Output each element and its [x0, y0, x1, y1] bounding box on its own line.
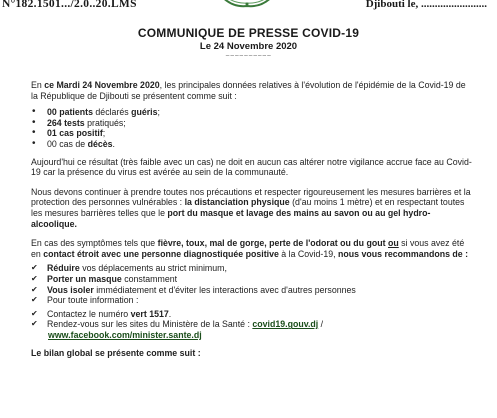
stat-item-deaths — [31, 139, 473, 150]
closing-line: Le bilan global se présente comme suit : — [31, 348, 201, 359]
symptoms-text-cont: si vous avez été en — [31, 238, 465, 259]
intro-paragraph — [31, 80, 473, 101]
symptoms-paragraph — [31, 238, 473, 259]
stats-list — [31, 107, 473, 149]
stat-label: 264 tests — [47, 117, 85, 128]
contact-emph: contact étroit avec une personne diagnostiquée positive — [43, 248, 279, 259]
stat-punct: . — [112, 138, 115, 149]
stat-label: positif — [76, 128, 103, 139]
intro-date: ce Mardi 24 Novembre 2020 — [44, 80, 160, 90]
symptoms-text-end: à la Covid-19, — [278, 248, 339, 259]
intro-text: En — [31, 80, 45, 90]
symptoms-text: En cas des symptômes tels que — [31, 238, 158, 249]
stat-count: 00 — [47, 107, 60, 118]
contact-punct: . — [168, 308, 172, 319]
hotline-number: vert 1517 — [130, 308, 169, 319]
stat-text: ; — [102, 128, 106, 139]
facebook-link[interactable]: www.facebook.com/minister.sante.dj — [48, 329, 202, 340]
contact-text: Rendez-vous sur les sites du Ministère de la Santé : — [47, 319, 253, 330]
rec-verb: Vous isoler — [47, 284, 94, 295]
rec-text: vos déplacements au strict minimum, — [79, 263, 227, 274]
contact-list — [31, 309, 473, 330]
distancing-emph: la distanciation physique — [184, 197, 290, 208]
symptoms-or: ou — [387, 238, 399, 249]
emblem-icon — [212, 0, 282, 8]
stat-text: déclarés — [92, 107, 132, 118]
reference-number: N°182.1501.../2.0..20.LMS — [2, 0, 137, 10]
stat-text: 00 cas de — [47, 138, 88, 149]
measures-paragraph — [31, 187, 473, 229]
link-separator: / — [318, 319, 324, 330]
stat-label: patients — [59, 107, 93, 118]
stat-item-recovered — [31, 107, 473, 118]
measures-text-cont: (d'au moins 1 mètre) et en respectant toutes les mesures barrières telles que le — [31, 197, 465, 218]
recommendation-item — [31, 295, 473, 306]
stat-item-positive — [31, 128, 473, 139]
document-title: COMMUNIQUE DE PRESSE COVID-19 — [137, 26, 360, 40]
covid-site-link[interactable]: covid19.gouv.dj — [252, 319, 319, 330]
document-body — [31, 80, 473, 359]
rec-verb: Réduire — [47, 263, 80, 274]
measures-text: Nous devons continuer à prendre toutes nos précautions et respecter rigoureusement les mesures barrières et la protection des personnes vulnérables : — [31, 186, 471, 208]
city-date-line: Djibouti le, ........................ — [365, 0, 487, 10]
stat-text: pratiqués; — [84, 117, 126, 128]
contact-text: Contactez le numéro — [47, 308, 131, 319]
recommendation-item — [31, 263, 473, 274]
mask-emph: port du masque et lavage des mains au savon ou au gel hydro-alcoolique. — [31, 207, 431, 229]
facebook-line — [31, 330, 473, 341]
vigilance-paragraph: Aujourd'hui ce résultat (très faible avec un cas) ne doit en aucun cas altérer notre vigilance accrue face au Covid-19 car la présence du virus est avérée au sein de la communauté. — [31, 156, 472, 178]
contact-phone — [31, 309, 473, 320]
recommendation-item — [31, 285, 473, 296]
intro-text-cont: , les principales données relatives à l'évolution de l'épidémie de la Covid-19 de la République de Djibouti se présentent comme suit : — [31, 80, 466, 101]
stat-item-tests — [31, 118, 473, 129]
rec-text: Pour toute information : — [47, 295, 139, 306]
symptoms-list: fièvre, toux, mal de gorge, perte de l'odorat ou du gout — [157, 238, 388, 249]
recommend-emph: nous vous recommandons de : — [338, 248, 469, 259]
rec-text: immédiatement et d'éviter les interactions avec d'autres personnes — [93, 284, 356, 295]
stat-label: décès — [87, 138, 113, 149]
rec-verb: Porter un masque — [47, 273, 122, 284]
stat-emph: guéris — [131, 107, 158, 118]
stat-punct: ; — [157, 107, 160, 118]
recommendation-item — [31, 274, 473, 285]
stat-count: 01 cas — [47, 128, 77, 139]
document-date: Le 24 Novembre 2020 — [199, 41, 298, 52]
rec-text: constamment — [121, 273, 178, 284]
recommendations-list — [31, 263, 473, 305]
decorative-flourish: ~~~~~~~~~~ — [225, 53, 272, 60]
contact-websites — [31, 319, 473, 330]
